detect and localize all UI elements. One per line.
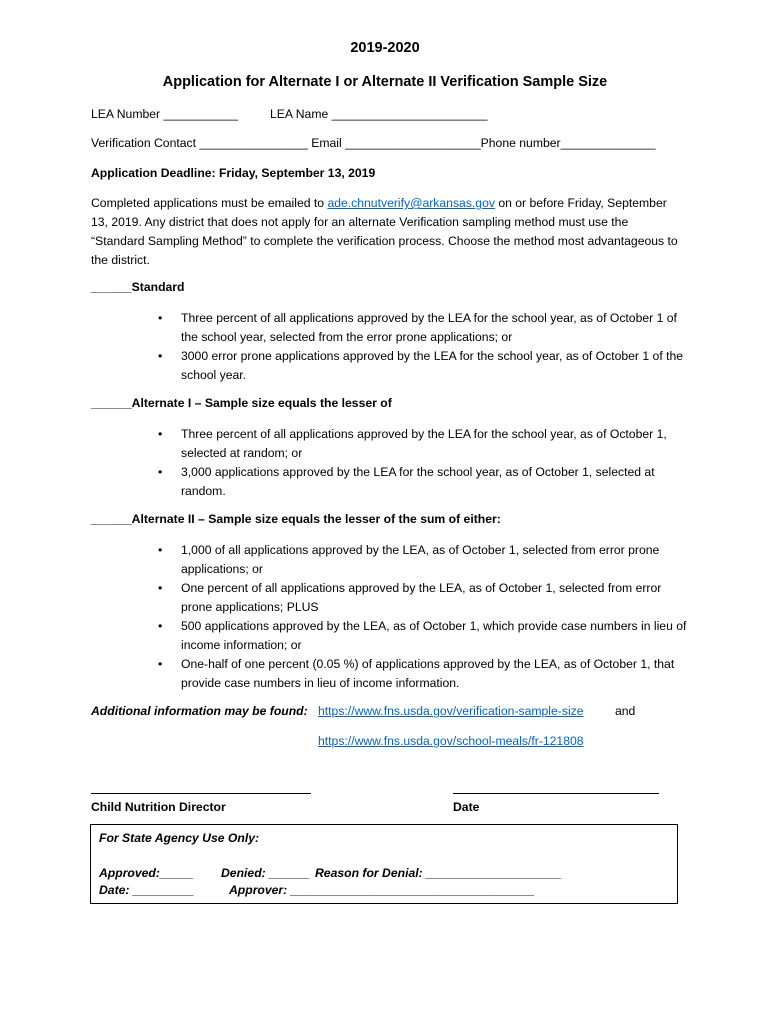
state-agency-box (90, 824, 678, 904)
option-standard-heading: ______Standard (91, 280, 185, 294)
list-item-text: 500 applications approved by the LEA, as of October 1, which provide case numbers in lieu of income information; or (181, 619, 687, 652)
list-item-text: Three percent of all applications approved by the LEA for the school year, as of October 1 of the school year, selected from the error prone applications; or (181, 311, 677, 344)
list-item-text: Three percent of all applications approved by the LEA for the school year, as of October 1, selected at random; or (181, 427, 667, 460)
application-deadline: Application Deadline: Friday, September 13, 2019 (91, 166, 376, 180)
bullet-icon: • (158, 311, 163, 325)
option-alternate-ii-heading: ______Alternate II – Sample size equals the lesser of the sum of either: (91, 512, 501, 526)
bullet-icon: • (158, 657, 163, 671)
additional-info-and: and (615, 704, 636, 718)
standard-bullet-list (158, 309, 688, 385)
list-item-text: 3,000 applications approved by the LEA for the school year, as of October 1, selected at random. (181, 465, 655, 498)
list-item (158, 541, 688, 579)
bullet-icon: • (158, 427, 163, 441)
fns-school-meals-link[interactable]: https://www.fns.usda.gov/school-meals/fr-121808 (318, 734, 584, 748)
lea-name-field: LEA Name _______________________ (270, 107, 488, 121)
date-signature-line (453, 793, 659, 794)
list-item (158, 579, 688, 617)
list-item-text: 1,000 of all applications approved by the LEA, as of October 1, selected from error prone applications; or (181, 543, 660, 576)
approver-field: Approver: ____________________________________ (229, 883, 535, 897)
bullet-icon: • (158, 543, 163, 557)
director-signature-line (91, 793, 311, 794)
date-signature-label: Date (453, 800, 480, 814)
alternate-ii-bullet-list (158, 541, 688, 693)
lea-number-field: LEA Number ___________ (91, 107, 239, 121)
alternate-i-bullet-list (158, 425, 688, 501)
list-item (158, 309, 688, 347)
reason-for-denial-field: Reason for Denial: ____________________ (315, 866, 562, 880)
bullet-icon: • (158, 581, 163, 595)
list-item (158, 425, 688, 463)
list-item (158, 347, 688, 385)
intro-paragraph (91, 194, 681, 270)
state-agency-title: For State Agency Use Only: (99, 831, 260, 845)
intro-text-before: Completed applications must be emailed to (91, 196, 328, 210)
fns-verification-link[interactable]: https://www.fns.usda.gov/verification-sample-size (318, 704, 584, 718)
list-item-text: One-half of one percent (0.05 %) of applications approved by the LEA, as of October 1, that provide case numbers in lieu of income information. (181, 657, 675, 690)
document-year: 2019-2020 (350, 40, 420, 56)
list-item-text: One percent of all applications approved by the LEA, as of October 1, selected from error prone applications; PLUS (181, 581, 662, 614)
email-link[interactable]: ade.chnutverify@arkansas.gov (327, 196, 495, 210)
document-title: Application for Alternate I or Alternate II Verification Sample Size (162, 74, 608, 90)
date-field: Date: _________ (99, 883, 194, 897)
bullet-icon: • (158, 465, 163, 479)
director-signature-label: Child Nutrition Director (91, 800, 226, 814)
list-item (158, 617, 688, 655)
bullet-icon: • (158, 619, 163, 633)
bullet-icon: • (158, 349, 163, 363)
denied-field: Denied: ______ (221, 866, 310, 880)
list-item (158, 655, 688, 693)
verification-contact-field: Verification Contact ________________ Email ____________________Phone number______________ (91, 136, 656, 150)
intro-text-after: on or before Friday, September 13, 2019. Any district that does not apply for an alternate Verification sampling method must use the “Standard Sampling Method” to complete the verification process. Choose the method most advantageous to the district. (91, 196, 678, 267)
additional-info-label: Additional information may be found: (91, 704, 308, 718)
approved-field: Approved:_____ (99, 866, 194, 880)
list-item (158, 463, 688, 501)
list-item-text: 3000 error prone applications approved by the LEA for the school year, as of October 1 of the school year. (181, 349, 684, 382)
option-alternate-i-heading: ______Alternate I – Sample size equals the lesser of (91, 396, 392, 410)
